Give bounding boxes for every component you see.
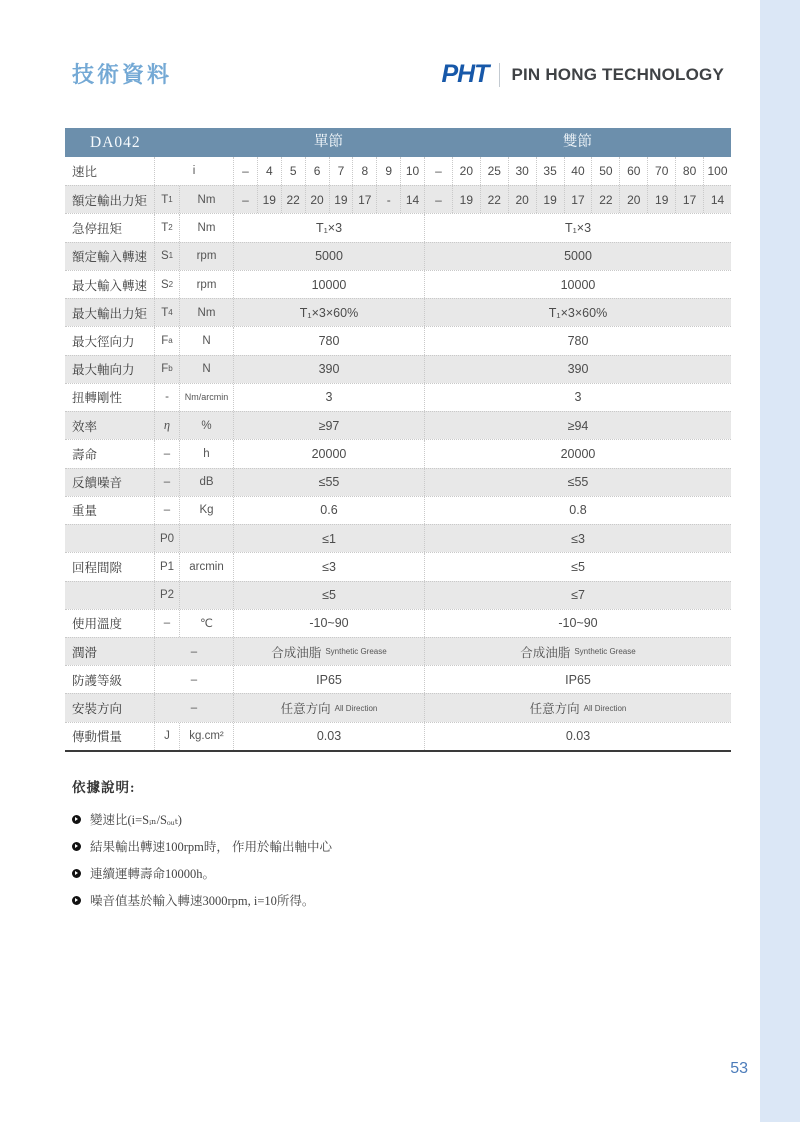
value-text: T₁×3 <box>315 221 343 236</box>
symbol-text: – <box>163 504 171 517</box>
double-stage-value <box>424 694 731 721</box>
value-text: T₁×3 <box>564 221 592 236</box>
value-cell: 80 <box>675 157 703 185</box>
spec-row <box>65 524 731 552</box>
single-stage-value <box>233 299 424 326</box>
row-label: 最大徑向力 <box>72 335 135 350</box>
double-stage-value <box>424 384 731 411</box>
single-stage-value <box>233 553 424 580</box>
value-text: T₁×3×60% <box>548 305 608 320</box>
symbol-text: F <box>161 363 169 376</box>
value-subtext: Synthetic Grease <box>325 647 387 657</box>
notes-section <box>72 776 332 918</box>
value-cell: 17 <box>675 186 703 213</box>
value-cell: – <box>233 157 257 185</box>
note-text: 變速比(i=Sᵢₙ/Sₒᵤₜ) <box>90 813 182 827</box>
value-cell: - <box>376 186 400 213</box>
row-unit: rpm <box>179 243 233 270</box>
double-stage-value <box>424 327 731 354</box>
row-symbol: T 2 <box>154 214 179 241</box>
spec-row <box>65 552 731 580</box>
row-symbol-unit <box>154 666 233 693</box>
right-accent-band <box>760 0 800 1122</box>
value-subtext: All Direction <box>583 703 627 713</box>
symbol-text: P2 <box>159 589 175 602</box>
value-cell: 22 <box>281 186 305 213</box>
value-text: 390 <box>318 362 340 377</box>
logo-divider <box>499 63 500 87</box>
spec-row <box>65 411 731 439</box>
value-cell: 60 <box>619 157 647 185</box>
row-label: 壽命 <box>72 447 98 462</box>
symbol-text: – <box>190 702 198 715</box>
double-stage-value <box>424 271 731 298</box>
note-item <box>72 810 332 828</box>
value-cell: 19 <box>257 186 281 213</box>
value-cell: 7 <box>329 157 353 185</box>
row-symbol: S 2 <box>154 271 179 298</box>
row-symbol: T 1 <box>154 186 179 213</box>
value-text: 5000 <box>315 249 343 264</box>
value-cell: 14 <box>703 186 731 213</box>
value-text: ≤55 <box>318 475 340 490</box>
value-text: 合成油脂 <box>520 645 571 660</box>
row-unit: Nm/arcmin <box>179 384 233 411</box>
value-cell: 19 <box>452 186 480 213</box>
value-text: 390 <box>567 362 589 377</box>
single-stage-value <box>233 327 424 354</box>
value-cell: 40 <box>564 157 592 185</box>
symbol-text: – <box>163 617 171 630</box>
value-text: 780 <box>318 334 340 349</box>
value-text: ≤1 <box>322 531 336 546</box>
row-unit: rpm <box>179 271 233 298</box>
value-text: 10000 <box>560 277 596 292</box>
value-cell: 17 <box>564 186 592 213</box>
note-bullet-icon <box>72 896 81 905</box>
double-stage-header: 雙節 <box>563 134 592 150</box>
single-stage-value <box>233 412 424 439</box>
value-text: 0.03 <box>565 729 591 744</box>
value-text: 0.6 <box>320 503 338 518</box>
value-cell: 20 <box>508 186 536 213</box>
value-text: 780 <box>567 334 589 349</box>
spec-table-body <box>65 157 731 750</box>
row-label: 額定輸入轉速 <box>72 250 148 265</box>
double-stage-value <box>424 610 731 637</box>
value-text: 0.03 <box>316 729 342 744</box>
symbol-text: i <box>192 165 196 178</box>
value-cell: 70 <box>647 157 675 185</box>
row-symbol <box>154 497 179 524</box>
symbol-text: S <box>160 278 169 291</box>
row-unit: Kg <box>179 497 233 524</box>
row-label: 傳動慣量 <box>72 730 123 745</box>
symbol-text: – <box>163 476 171 489</box>
note-text: 噪音值基於輸入轉速3000rpm, i=10所得。 <box>90 894 315 908</box>
row-label: 最大軸向力 <box>72 363 135 378</box>
row-label: 安裝方向 <box>72 702 123 717</box>
value-text: ≤5 <box>571 559 585 574</box>
row-label: 回程間隙 <box>72 560 123 575</box>
row-symbol: F a <box>154 327 179 354</box>
value-cell: 14 <box>400 186 424 213</box>
row-label: 防護等級 <box>72 673 123 688</box>
value-text: 20000 <box>311 446 347 461</box>
value-text: ≤3 <box>571 531 585 546</box>
row-label: 最大輸入轉速 <box>72 278 148 293</box>
value-cell: 9 <box>376 157 400 185</box>
spec-row <box>65 242 731 270</box>
double-stage-value <box>424 723 731 750</box>
notes-list <box>72 810 332 909</box>
single-stage-value <box>233 469 424 496</box>
value-text: IP65 <box>316 672 342 687</box>
value-cell: 22 <box>480 186 508 213</box>
spec-row <box>65 637 731 665</box>
row-unit: Nm <box>179 299 233 326</box>
row-unit: arcmin <box>179 553 233 580</box>
row-unit: dB <box>179 469 233 496</box>
value-text: 任意方向 <box>529 702 580 717</box>
row-unit: % <box>179 412 233 439</box>
single-stage-value <box>233 638 424 665</box>
symbol-text: η <box>163 418 171 433</box>
note-text: 連續運轉壽命10000h。 <box>90 867 216 881</box>
logo-company-name: PIN HONG TECHNOLOGY <box>511 64 724 84</box>
symbol-text: - <box>165 391 169 404</box>
row-label: 扭轉剛性 <box>72 391 123 406</box>
spec-row <box>65 439 731 467</box>
value-cell: 17 <box>352 186 376 213</box>
row-symbol <box>154 582 179 609</box>
row-unit: kg.cm² <box>179 723 233 750</box>
model-name: DA042 <box>90 134 141 151</box>
spec-row <box>65 693 731 721</box>
spec-row <box>65 468 731 496</box>
row-symbol <box>154 723 179 750</box>
spec-row <box>65 581 731 609</box>
spec-row <box>65 355 731 383</box>
row-label: 最大輸出力矩 <box>72 306 148 321</box>
row-unit: h <box>179 440 233 467</box>
spec-table-header <box>65 128 731 157</box>
value-cell: – <box>424 186 452 213</box>
double-stage-value <box>424 440 731 467</box>
double-stage-value <box>424 214 731 241</box>
row-label: 效率 <box>72 419 98 434</box>
spec-row <box>65 298 731 326</box>
value-cell: 19 <box>329 186 353 213</box>
symbol-text: – <box>163 447 171 460</box>
value-cell: 25 <box>480 157 508 185</box>
value-subtext: Synthetic Grease <box>574 647 636 657</box>
double-stage-value <box>424 525 731 552</box>
value-cell: – <box>233 186 257 213</box>
logo-pht-mark: PHT <box>441 60 489 88</box>
spec-table <box>65 128 731 752</box>
value-text: 10000 <box>311 277 347 292</box>
value-text: 20000 <box>560 446 596 461</box>
double-stage-value <box>424 638 731 665</box>
page-number: 53 <box>730 1060 748 1077</box>
value-cell: 20 <box>452 157 480 185</box>
row-symbol: S 1 <box>154 243 179 270</box>
value-text: 合成油脂 <box>271 645 322 660</box>
value-text: ≤55 <box>567 475 589 490</box>
symbol-text: J <box>164 730 170 743</box>
single-stage-header: 單節 <box>314 134 343 150</box>
double-stage-value <box>424 553 731 580</box>
row-unit: N <box>179 356 233 383</box>
spec-row <box>65 383 731 411</box>
value-text: IP65 <box>565 672 591 687</box>
row-label <box>65 525 154 552</box>
single-stage-value <box>233 723 424 750</box>
row-label: 重量 <box>72 504 98 519</box>
row-label <box>65 582 154 609</box>
company-logo <box>441 60 724 89</box>
symbol-text: S <box>160 250 169 263</box>
row-label: 額定輸出力矩 <box>72 193 148 208</box>
value-subtext: All Direction <box>334 703 378 713</box>
page-title: 技術資料 <box>72 62 173 87</box>
symbol-text: – <box>190 673 198 686</box>
row-symbol-unit <box>154 157 233 185</box>
value-text: -10~90 <box>558 616 598 631</box>
value-cell: 19 <box>536 186 564 213</box>
value-cell: 10 <box>400 157 424 185</box>
note-item <box>72 864 332 882</box>
row-unit: N <box>179 327 233 354</box>
symbol-text: – <box>190 645 198 658</box>
value-text: 3 <box>325 390 333 405</box>
spec-row <box>65 326 731 354</box>
double-stage-value <box>424 497 731 524</box>
single-stage-value <box>233 610 424 637</box>
single-stage-value <box>233 525 424 552</box>
value-cell: 19 <box>647 186 675 213</box>
row-label: 速比 <box>72 165 98 180</box>
value-cell: 50 <box>591 157 619 185</box>
value-cell: 5 <box>281 157 305 185</box>
row-symbol-unit <box>154 638 233 665</box>
symbol-text: T <box>161 306 169 319</box>
value-cell: 6 <box>305 157 329 185</box>
value-cell: 35 <box>536 157 564 185</box>
double-stage-value <box>424 299 731 326</box>
symbol-text: T <box>161 222 169 235</box>
double-stage-value <box>424 582 731 609</box>
value-text: 3 <box>574 390 582 405</box>
single-stage-value <box>233 440 424 467</box>
note-item <box>72 891 332 909</box>
spec-row <box>65 270 731 298</box>
row-symbol <box>154 610 179 637</box>
value-cell: – <box>424 157 452 185</box>
value-cell: 30 <box>508 157 536 185</box>
row-unit: Nm <box>179 186 233 213</box>
value-cell: 20 <box>305 186 329 213</box>
row-symbol <box>154 384 179 411</box>
value-cell: 22 <box>591 186 619 213</box>
row-symbol <box>154 553 179 580</box>
symbol-text: P0 <box>159 532 175 545</box>
value-cell: 100 <box>703 157 731 185</box>
single-stage-value <box>233 666 424 693</box>
spec-row <box>65 213 731 241</box>
value-text: -10~90 <box>309 616 349 631</box>
note-bullet-icon <box>72 815 81 824</box>
symbol-text: P1 <box>159 560 175 573</box>
symbol-text: T <box>161 193 169 206</box>
single-stage-value <box>233 243 424 270</box>
spec-row <box>65 609 731 637</box>
note-bullet-icon <box>72 869 81 878</box>
spec-row <box>65 185 731 213</box>
single-stage-value <box>233 582 424 609</box>
value-text: 5000 <box>564 249 592 264</box>
row-symbol <box>154 412 179 439</box>
double-stage-value <box>424 412 731 439</box>
row-unit: ℃ <box>179 610 233 637</box>
row-unit: Nm <box>179 214 233 241</box>
value-text: ≥97 <box>318 418 340 433</box>
double-stage-value <box>424 469 731 496</box>
row-symbol <box>154 525 179 552</box>
row-symbol <box>154 469 179 496</box>
single-stage-value <box>233 384 424 411</box>
value-text: 0.8 <box>569 503 587 518</box>
spec-row <box>65 496 731 524</box>
row-symbol: T 4 <box>154 299 179 326</box>
row-symbol-unit <box>154 694 233 721</box>
value-text: 任意方向 <box>280 702 331 717</box>
note-bullet-icon <box>72 842 81 851</box>
row-symbol: F b <box>154 356 179 383</box>
note-text: 結果輸出轉速100rpm時， 作用於輸出軸中心 <box>90 840 333 854</box>
double-stage-value <box>424 243 731 270</box>
symbol-text: F <box>161 335 169 348</box>
row-unit <box>179 582 233 609</box>
single-stage-value <box>233 271 424 298</box>
value-text: ≥94 <box>567 418 589 433</box>
double-stage-value <box>424 666 731 693</box>
note-item <box>72 837 332 855</box>
row-label: 急停扭矩 <box>72 222 123 237</box>
single-stage-value <box>233 214 424 241</box>
value-text: ≤7 <box>571 588 585 603</box>
single-stage-value <box>233 356 424 383</box>
value-cell: 20 <box>619 186 647 213</box>
row-symbol <box>154 440 179 467</box>
spec-row <box>65 665 731 693</box>
value-cell: 8 <box>352 157 376 185</box>
spec-row <box>65 157 731 185</box>
row-label: 使用溫度 <box>72 617 123 632</box>
single-stage-value <box>233 694 424 721</box>
double-stage-value <box>424 356 731 383</box>
row-label: 潤滑 <box>72 645 98 660</box>
row-label: 反饋噪音 <box>72 476 123 491</box>
row-unit <box>179 525 233 552</box>
value-text: ≤3 <box>322 559 336 574</box>
single-stage-value <box>233 497 424 524</box>
spec-row <box>65 722 731 750</box>
notes-title: 依據說明: <box>72 780 136 795</box>
value-text: ≤5 <box>322 588 336 603</box>
value-cell: 4 <box>257 157 281 185</box>
value-text: T₁×3×60% <box>299 305 359 320</box>
